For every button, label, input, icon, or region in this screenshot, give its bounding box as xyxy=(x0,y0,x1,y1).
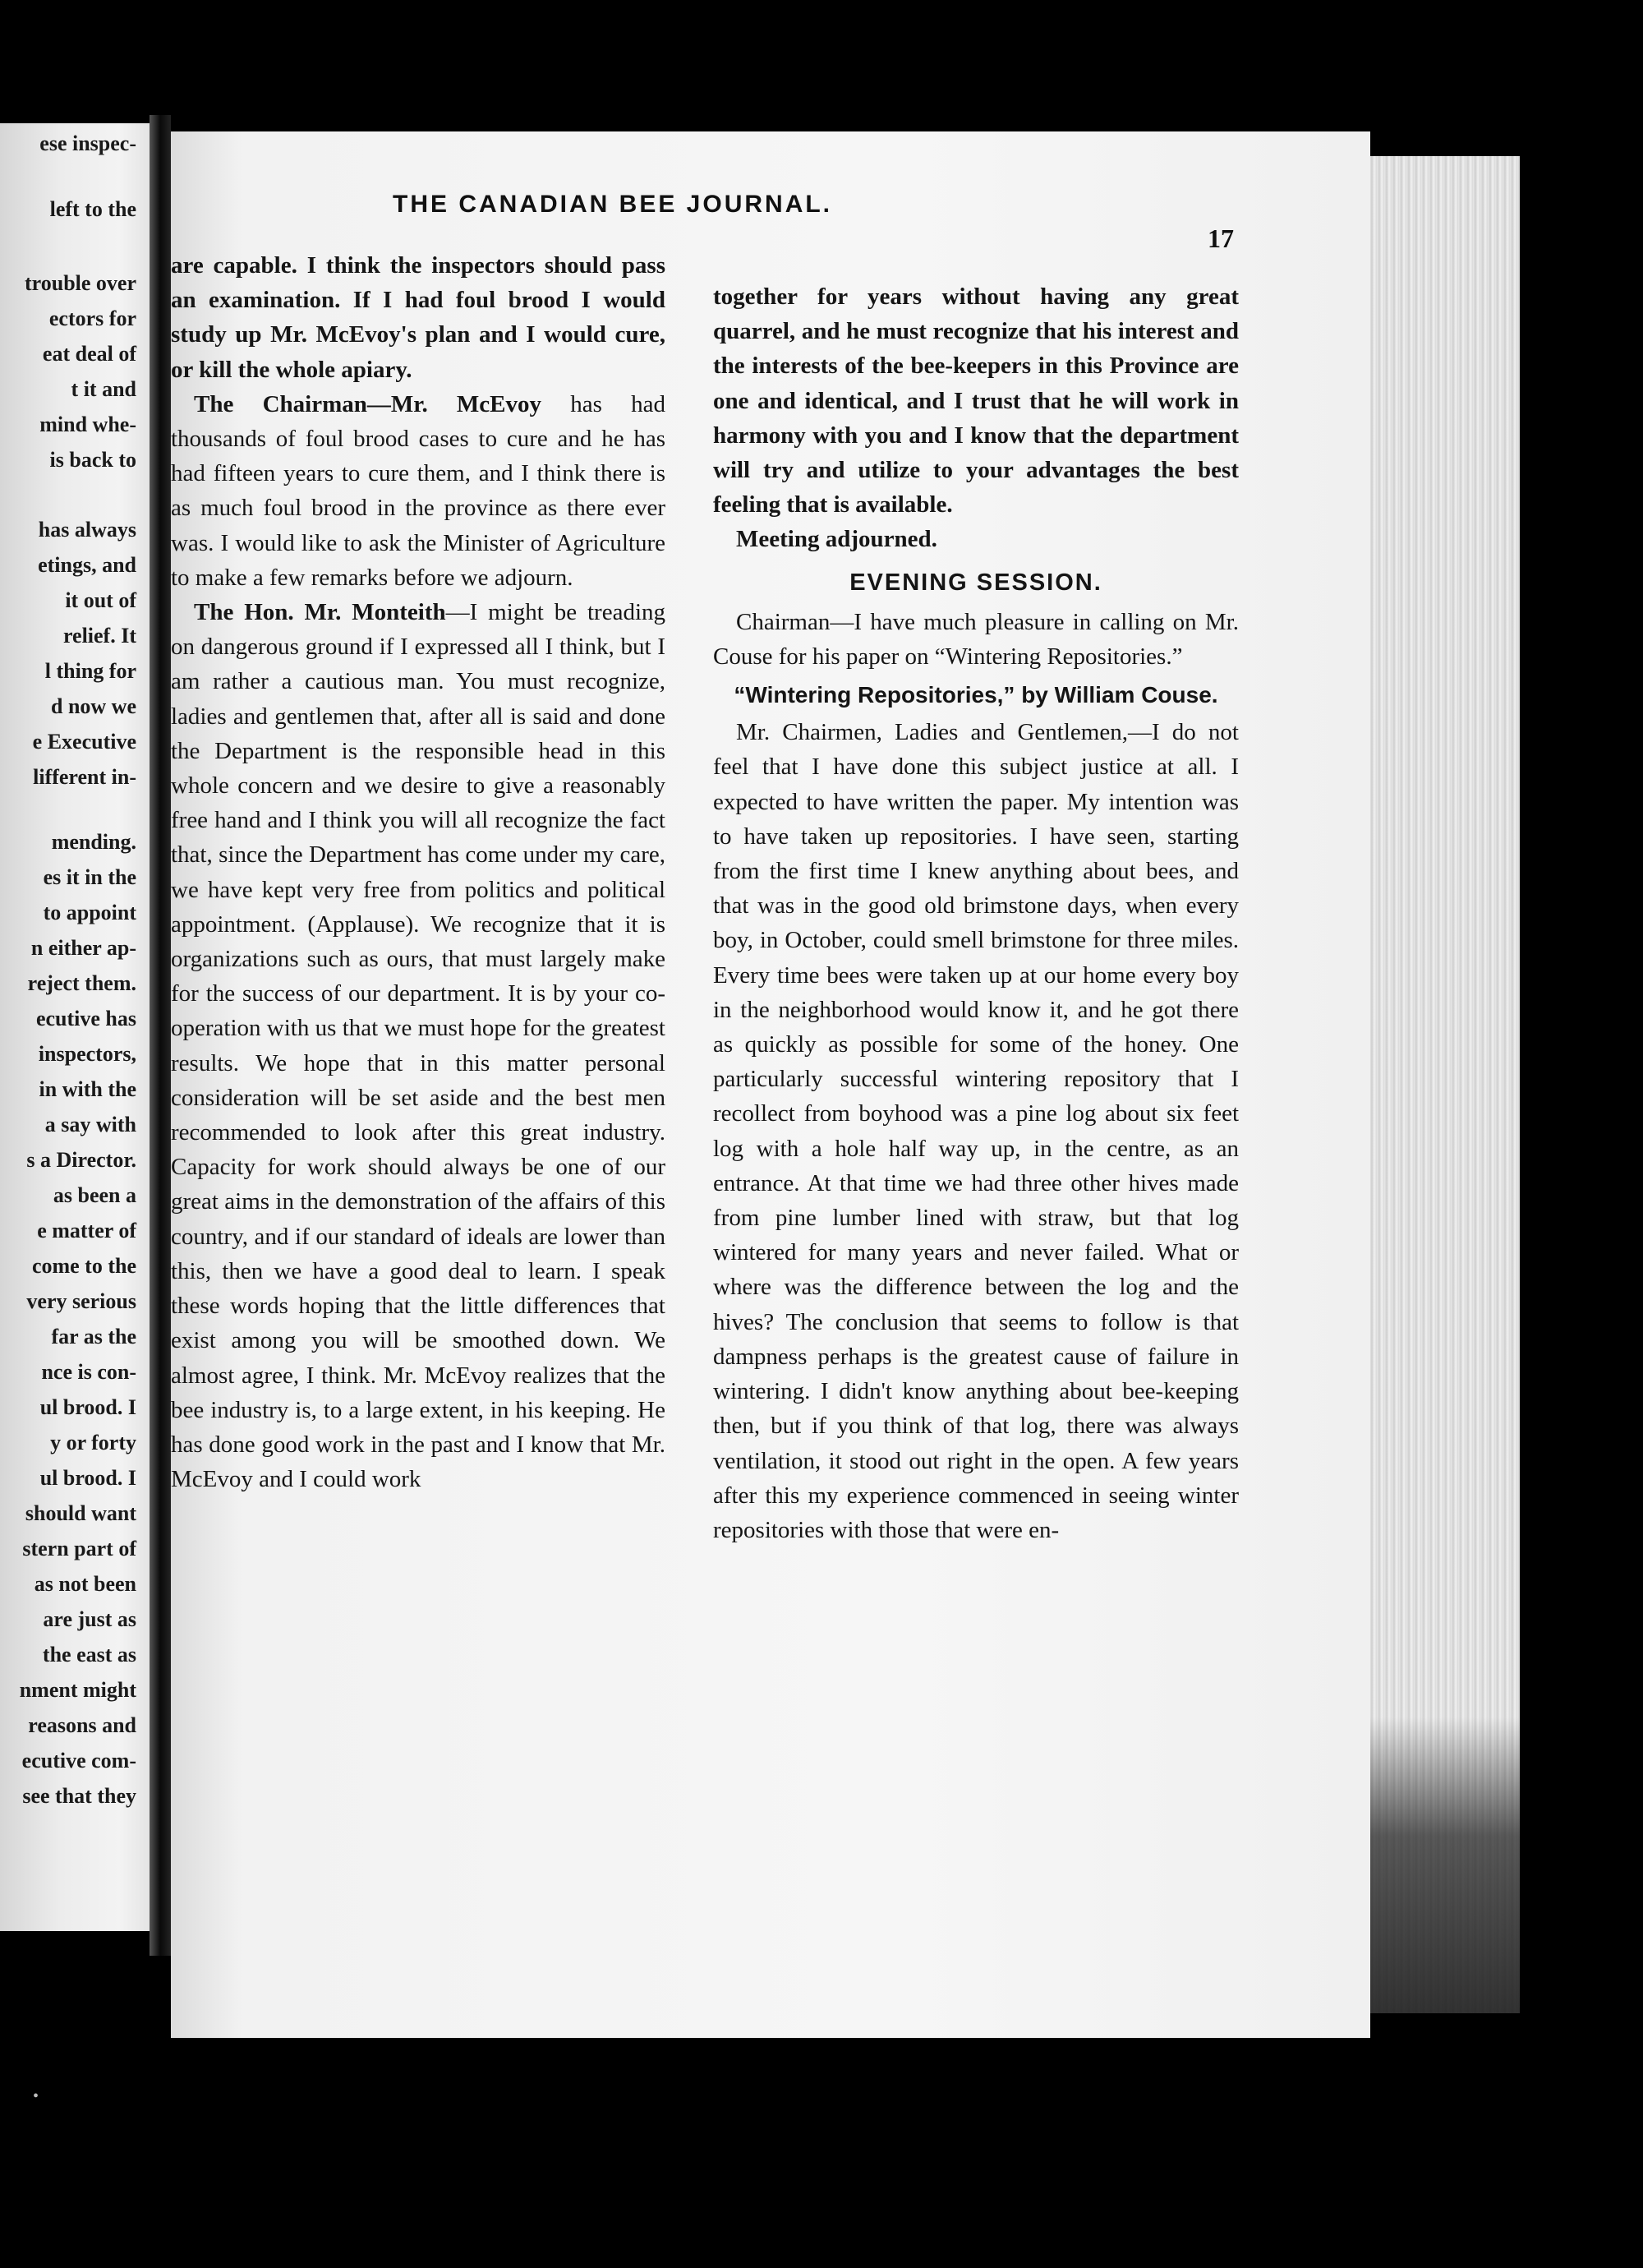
paragraph-text: has had thousands of foul brood cases to cure and he has had fifteen years to cure them, and I think there is as much foul brood in the province as there ever was. I would like to ask the Minister of Agriculture to make a few remarks before we adjourn. xyxy=(171,390,666,591)
previous-page-line: lifferent in- xyxy=(33,765,136,789)
previous-page-line: left to the xyxy=(49,197,136,221)
previous-page-line: e matter of xyxy=(37,1219,136,1242)
previous-page-line: ul brood. I xyxy=(39,1466,136,1490)
previous-page-line: a say with xyxy=(44,1113,136,1136)
previous-page-line: relief. It xyxy=(62,624,136,648)
previous-page-line: e Executive xyxy=(32,730,136,754)
paper-title: “Wintering Repositories,” by William Couse. xyxy=(734,682,1218,708)
paragraph: Meeting adjourned. xyxy=(736,526,937,553)
book-gutter xyxy=(150,115,171,1956)
book-page xyxy=(171,131,1370,2038)
paragraph: Chairman—I have much pleasure in calling on Mr. Couse for his paper on “Wintering Repositories.” xyxy=(713,608,1239,671)
previous-page-line: y or forty xyxy=(50,1431,136,1454)
previous-page-line: etings, and xyxy=(38,553,136,577)
paragraph: Mr. Chairmen, Ladies and Gentlemen,—I do not feel that I have done this subject justice at all. I expected to have written the paper. My intention was to have taken up repositories. I have seen, starting from the first time I knew anything about bees, and that was in the good old brimstone days, when every boy, in October, could smell brimstone for three miles. Every time bees were taken up at our home every boy in the neighborhood would know it, and he got there as quickly as possible for some of the honey. One particularly successful wintering repository that I recollect from boyhood was a pine log about six feet log with a hole half way up, in the centre, as an entrance. At that time we had three other hives made from pine lumber lined with straw, but that log wintered for many years and never failed. What or where was the difference between the log and the hives? The conclusion that seems to follow is that dampness perhaps is the greatest cause of failure in wintering. I didn't know anything about bee-keeping then, but if you think of that log, there was always ventilation, it stood out right in the open. A few years after this my experience commenced in seeing winter repositories with those that were en- xyxy=(713,719,1239,1543)
previous-page-line: ectors for xyxy=(48,307,136,330)
scan-mark: • xyxy=(33,2087,39,2105)
previous-page-line: is back to xyxy=(49,448,136,472)
previous-page-line: should want xyxy=(25,1501,136,1525)
previous-page-line: the east as xyxy=(42,1643,136,1666)
paragraph: together for years without having any great quarrel, and he must recognize that his interest and the interests of the bee-keepers in this Province are one and identical, and I trust that he will work in harmony with you and I know that the department will try and utilize to your advantages the best feeling that is available. xyxy=(713,284,1239,519)
previous-page-line: trouble over xyxy=(25,271,136,295)
page-stack-edges xyxy=(1347,156,1520,2013)
previous-page-line: mending. xyxy=(51,830,136,854)
previous-page-strip xyxy=(0,123,150,1931)
previous-page-line: to appoint xyxy=(43,901,136,924)
section-heading: EVENING SESSION. xyxy=(849,569,1102,596)
speaker: The Hon. Mr. Monteith xyxy=(194,599,446,626)
previous-page-line: as not been xyxy=(34,1572,136,1596)
paragraph xyxy=(171,387,665,595)
page-number: 17 xyxy=(1208,224,1234,253)
previous-page-line: inspectors, xyxy=(38,1042,136,1066)
paragraph: are capable. I think the inspectors should pass an examination. If I had foul brood I would study up Mr. McEvoy's plan and I would cure, or kill the whole apiary. xyxy=(171,252,665,383)
previous-page-line: in with the xyxy=(39,1077,136,1101)
previous-page-line: far as the xyxy=(51,1325,136,1348)
previous-page-line: n either ap- xyxy=(30,936,136,960)
previous-page-line: l thing for xyxy=(44,659,136,683)
previous-page-line: d now we xyxy=(50,694,136,718)
previous-page-line: eat deal of xyxy=(42,342,136,366)
running-head: THE CANADIAN BEE JOURNAL. xyxy=(393,191,833,218)
previous-page-line: ul brood. I xyxy=(39,1395,136,1419)
previous-page-line: as been a xyxy=(53,1183,136,1207)
right-column xyxy=(713,279,1239,1547)
previous-page-line: es it in the xyxy=(43,865,136,889)
previous-page-line: ecutive com- xyxy=(21,1749,136,1772)
previous-page-line: mind whe- xyxy=(39,413,136,436)
previous-page-line: it out of xyxy=(65,588,136,612)
previous-page-line: stern part of xyxy=(22,1537,136,1560)
previous-page-line: s a Director. xyxy=(26,1148,136,1172)
speaker: The Chairman—Mr. McEvoy xyxy=(194,390,542,417)
previous-page-line: ecutive has xyxy=(35,1007,136,1030)
previous-page-line: ese inspec- xyxy=(39,131,136,155)
paragraph-text: —I might be treading on dangerous ground if I expressed all I think, but I am rather a cautious man. You must recognize, ladies and gentlemen that, after all is said and done the Department is the responsible head in this whole concern and we desire to give a reasonably free hand and I think you will all recognize the fact that, since the Department has come under my care, we have kept very free from politics and political appointment. (Applause). We recognize that it is organizations such as ours, that must largely make for the success of our department. It is by your co-operation with us that we must hope for the greatest results. We hope that in this matter personal consideration will be set aside and the best men recommended to look after this great industry. Capacity for work should always be one of our great aims in the demonstration of the affairs of this country, and if our standard of ideals are lower than this, then we have a good deal to learn. I speak these words hoping that the little differences that exist among you will be smoothed down. We almost agree, I think. Mr. McEvoy realizes that the bee industry is, to a large extent, in his keeping. He has done good work in the past and I know that Mr. McEvoy and I could work xyxy=(171,599,666,1493)
previous-page-line: are just as xyxy=(43,1607,136,1631)
previous-page-line: come to the xyxy=(31,1254,136,1278)
previous-page-line: reasons and xyxy=(28,1713,136,1737)
previous-page-line: nce is con- xyxy=(41,1360,136,1384)
left-column xyxy=(171,248,665,1496)
previous-page-line: has always xyxy=(38,518,136,542)
previous-page-line: very serious xyxy=(26,1289,136,1313)
previous-page-line: reject them. xyxy=(27,971,136,995)
paragraph xyxy=(171,595,665,1496)
previous-page-line: nment might xyxy=(19,1678,136,1702)
previous-page-line: t it and xyxy=(71,377,136,401)
previous-page-line: see that they xyxy=(22,1784,136,1808)
